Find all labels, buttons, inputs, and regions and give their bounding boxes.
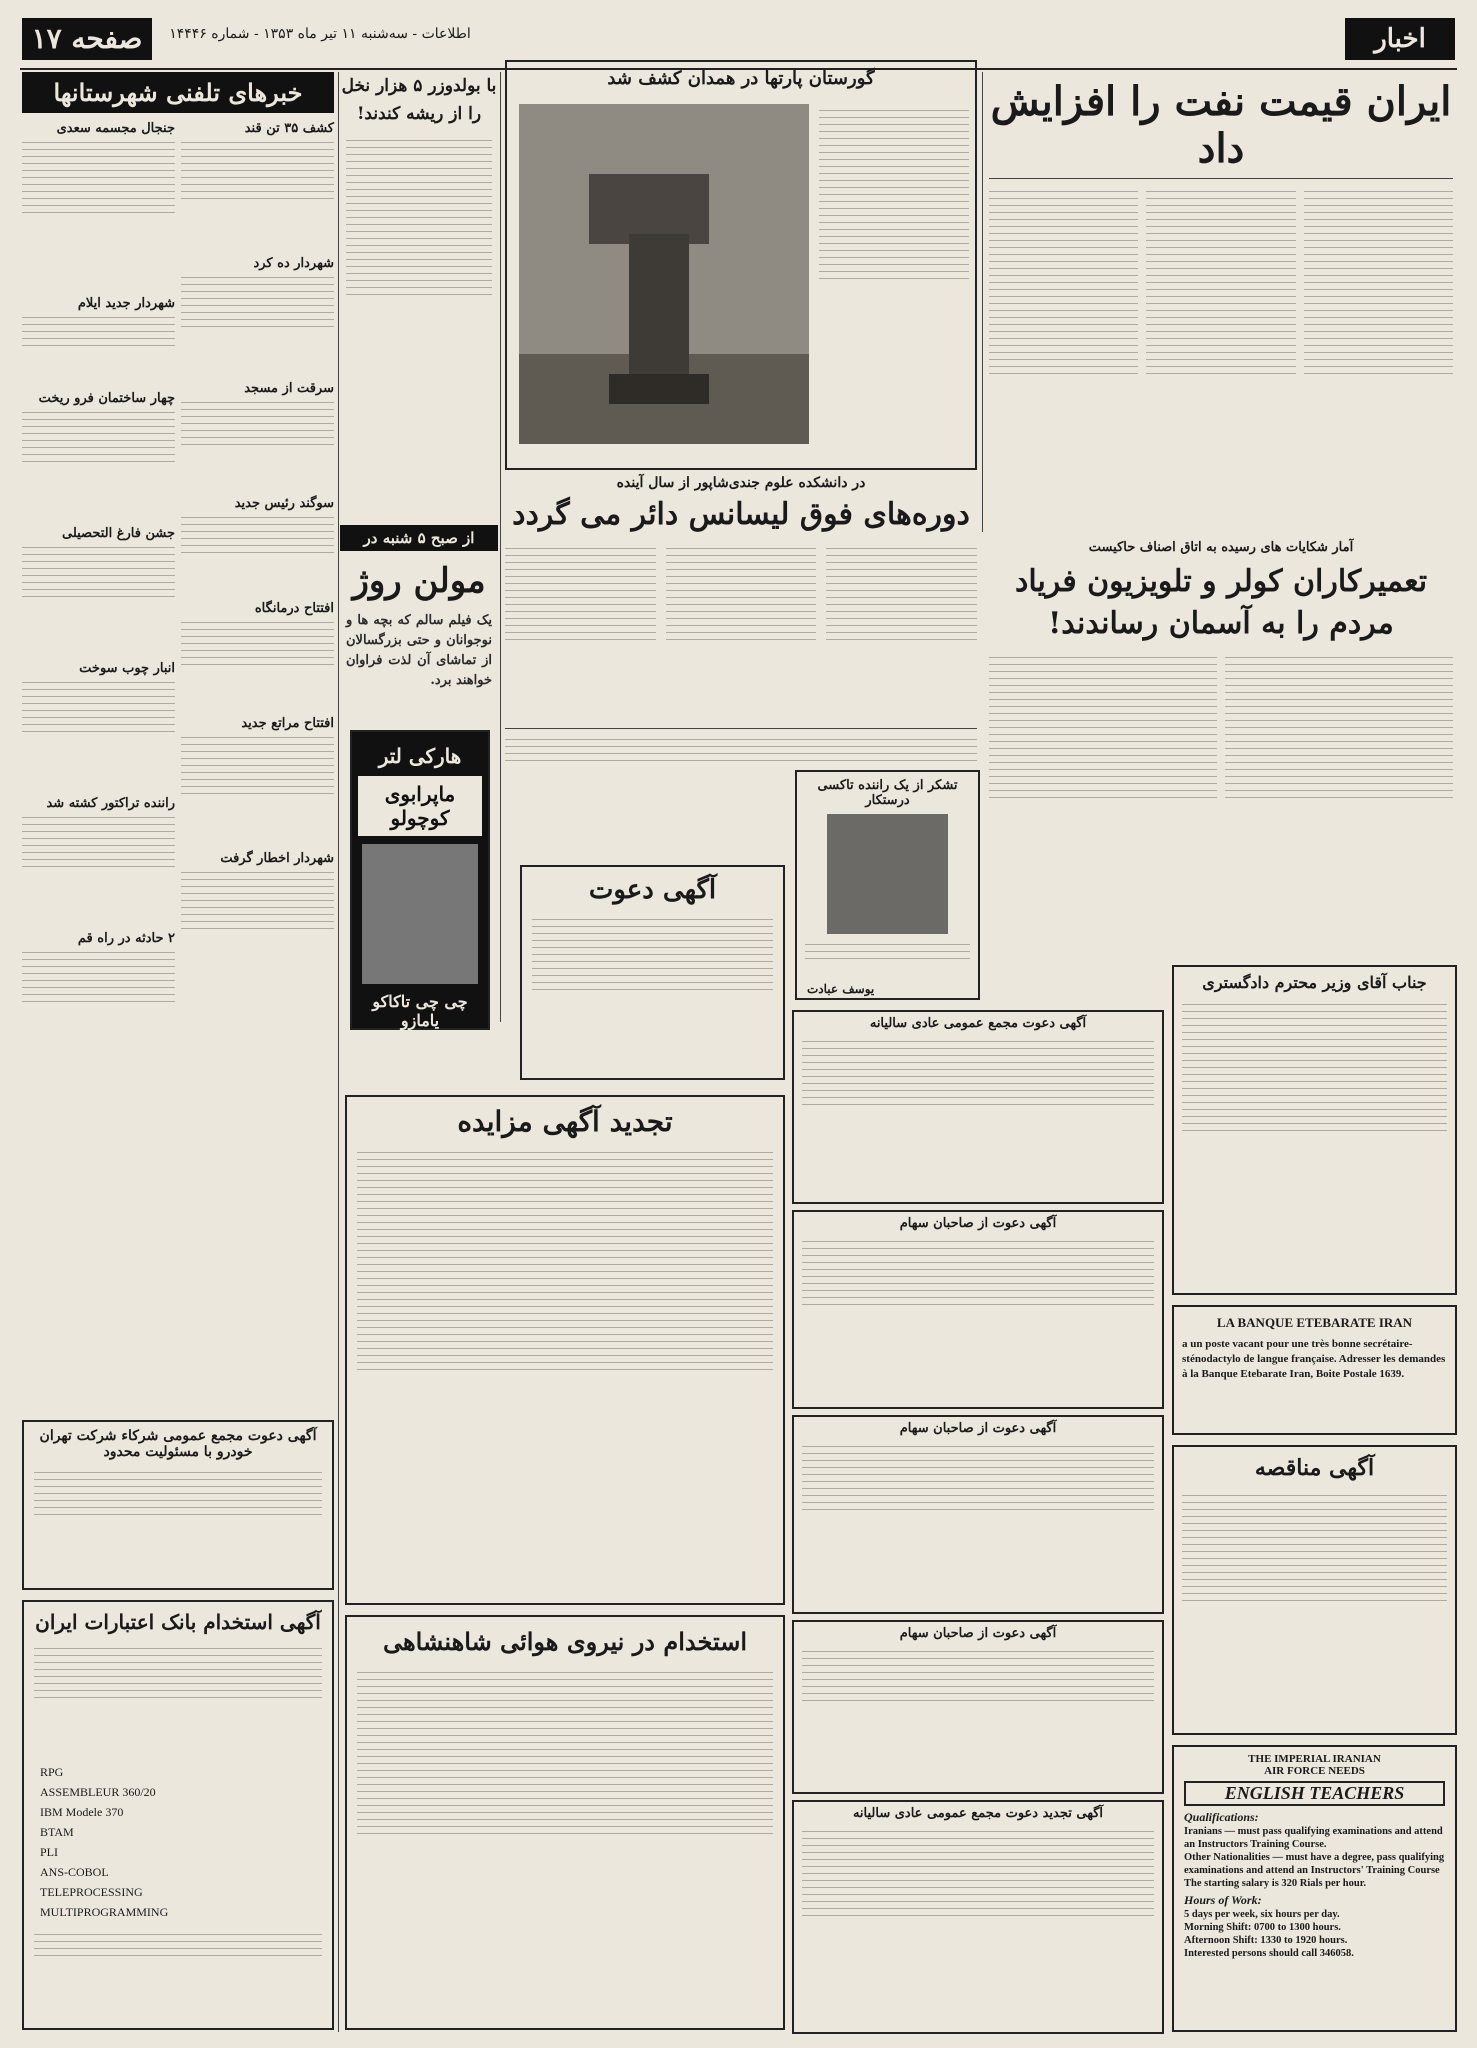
meeting-notice — [792, 1415, 1164, 1614]
iiaf-teachers-ad — [1172, 1745, 1457, 2032]
bank-job-ad — [22, 1600, 334, 2030]
meetings-column — [792, 1010, 1164, 2030]
stone-artifact-icon — [519, 104, 809, 444]
judge-notice — [1172, 965, 1457, 1295]
qual-label: Qualifications: — [1184, 1810, 1259, 1824]
item-title: ۲ حادثه در راه قم — [77, 931, 175, 946]
head-line-2: AIR FORCE NEEDS — [1264, 1765, 1365, 1777]
code-item: ASSEMBLEUR 360/20 — [40, 1785, 156, 1799]
item-title: چهار ساختمان فرو ریخت — [38, 391, 175, 406]
kicker: در دانشکده علوم جندی‌شاپور از سال آینده — [616, 475, 866, 491]
film-still-photo — [362, 844, 478, 984]
artifact-photo — [519, 104, 809, 444]
item-title: شهردار جدید ایلام — [77, 296, 175, 311]
ad-title: استخدام در نیروی هوائی شاهنشاهی — [383, 1627, 747, 1656]
item-title: کشف ۳۵ تن قند — [244, 121, 334, 136]
code-item: MULTIPROGRAMMING — [40, 1905, 169, 1919]
notice-title: آگهی دعوت مجمع عمومی عادی سالیانه — [869, 1016, 1087, 1031]
hours-1: 5 days per week, six hours per day. — [1184, 1909, 1340, 1920]
kicker: آمار شکایات های رسیده به اتاق اصناف حاکیست — [1088, 540, 1354, 555]
headline: تشکر از یک راننده تاکسی درستکار — [817, 778, 958, 808]
dateline: اطلاعات - سه‌شنبه ۱۱ تیر ماه ۱۳۵۳ - شماره ۱۴۴۴۶ — [169, 26, 471, 42]
code-item: PLI — [40, 1845, 58, 1859]
item-title: سوگند رئیس جدید — [234, 496, 334, 511]
auction-ad — [345, 1095, 785, 1605]
item-title: شهردار ده کرد — [253, 256, 334, 271]
page-number: صفحه ۱۷ — [22, 18, 152, 60]
oil-story — [985, 72, 1457, 532]
film-title: ماپرابوی کوچولو — [358, 776, 482, 836]
item-title: انبار چوب سوخت — [79, 661, 175, 676]
notice-title: آگهی دعوت از صاحبان سهام — [899, 1216, 1057, 1231]
ad-title: آگهی دعوت مجمع عمومی شرکاء شرکت تهران خودرو با مسئولیت محدود — [39, 1428, 317, 1460]
item-title: افتتاح درمانگاه — [254, 601, 334, 616]
tender-ad — [1172, 1445, 1457, 1735]
headline: ایران قیمت نفت را افزایش داد — [990, 78, 1452, 172]
invite-ad — [520, 865, 785, 1080]
meeting-notice — [792, 1620, 1164, 1794]
head-line-1: THE IMPERIAL IRANIAN — [1248, 1753, 1381, 1765]
repair-story — [985, 540, 1457, 960]
column-rule — [982, 72, 983, 532]
code-item: IBM Modele 370 — [40, 1805, 124, 1819]
driver-photo — [827, 814, 948, 934]
signature: یوسف عبادت — [807, 982, 875, 996]
column-title: خبرهای تلفنی شهرستانها — [22, 72, 334, 113]
headline: مولن روژ — [352, 561, 486, 601]
courses-story — [505, 475, 977, 770]
item-title: افتتاح مراتع جدید — [241, 716, 334, 731]
notice-title: جناب آقای وزیر محترم دادگستری — [1202, 973, 1427, 992]
headline: گورستان پارتها در همدان کشف شد — [607, 68, 875, 89]
film-ad — [350, 730, 490, 1030]
airforce-fa-ad — [345, 1615, 785, 2030]
meeting-notice — [792, 1010, 1164, 1204]
hours-2: Morning Shift: 0700 to 1300 hours. — [1184, 1922, 1341, 1933]
item-title: راننده تراکتور کشته شد — [46, 796, 175, 811]
ad-title: تجدید آگهی مزایده — [457, 1105, 673, 1138]
ad-title: آگهی مناقصه — [1254, 1455, 1375, 1481]
kicker: از صبح ۵ شنبه در — [340, 525, 498, 551]
hours-label: Hours of Work: — [1184, 1893, 1262, 1907]
code-item: BTAM — [40, 1825, 74, 1839]
code-item: TELEPROCESSING — [40, 1885, 143, 1899]
headline: با بولدوزر ۵ هزار نخل را از ریشه کندند! — [341, 76, 497, 124]
body: یک فیلم سالم که بچه ها و نوجوانان و حتی بزرگسالان از تماشای آن لذت فراوان خواهند برد. — [346, 613, 492, 688]
ad-body: a un poste vacant pour une très bonne secrétaire-sténodactylo de langue française. Adresser les demandes à la Banque Etebarate Iran, Boite Postale 1639. — [1182, 1338, 1446, 1380]
code-item: ANS-COBOL — [40, 1865, 109, 1879]
thanks-notice — [795, 770, 980, 1000]
qual-1: Iranians — must pass qualifying examinations and attend an Instructors Training Course. — [1184, 1826, 1443, 1850]
provinces-column — [22, 72, 334, 1412]
hours-4: Interested persons should call 346058. — [1184, 1948, 1354, 1959]
hours-3: Afternoon Shift: 1330 to 1920 hours. — [1184, 1935, 1348, 1946]
notice-title: آگهی دعوت از صاحبان سهام — [899, 1626, 1057, 1641]
tehran-auto-ad — [22, 1420, 334, 1590]
qual-2: Other Nationalities — must have a degree, pass qualifying examinations and attend an Instructors' Training Course The starting salary is 320 Rials per hour. — [1184, 1852, 1445, 1889]
headline: تعمیرکاران کولر و تلویزیون فریاد مردم را به آسمان رساندند! — [1014, 564, 1428, 641]
ad-title: آگهی استخدام بانک اعتبارات ایران — [35, 1610, 321, 1634]
code-item: RPG — [40, 1765, 64, 1779]
ad-title: آگهی دعوت — [588, 875, 717, 905]
item-title: سرقت از مسجد — [244, 381, 334, 396]
headline: دوره‌های فوق لیسانس دائر می گردد — [512, 497, 970, 532]
column-rule — [500, 72, 501, 1022]
star-name: هارکی لتر — [378, 744, 462, 768]
item-title: شهردار اخطار گرفت — [220, 851, 334, 866]
banque-ad — [1172, 1305, 1457, 1435]
meeting-notice — [792, 1800, 1164, 2034]
item-title: جشن فارغ التحصیلی — [61, 526, 175, 541]
notice-title: آگهی دعوت از صاحبان سهام — [899, 1421, 1057, 1436]
ad-title: ENGLISH TEACHERS — [1184, 1781, 1445, 1806]
bulldozer-story — [340, 72, 498, 522]
section-label: اخبار — [1345, 18, 1455, 60]
cemetery-story — [505, 60, 977, 470]
meeting-notice — [792, 1210, 1164, 1409]
ad-title: LA BANQUE ETEBARATE IRAN — [1216, 1315, 1413, 1330]
film-credit: چی چی تاکاکو یامازو — [372, 992, 468, 1030]
moulin-rouge-ad — [340, 525, 498, 725]
column-rule — [338, 72, 339, 2032]
item-title: جنجال مجسمه سعدی — [56, 121, 175, 136]
notice-title: آگهی تجدید دعوت مجمع عمومی عادی سالیانه — [852, 1806, 1104, 1821]
